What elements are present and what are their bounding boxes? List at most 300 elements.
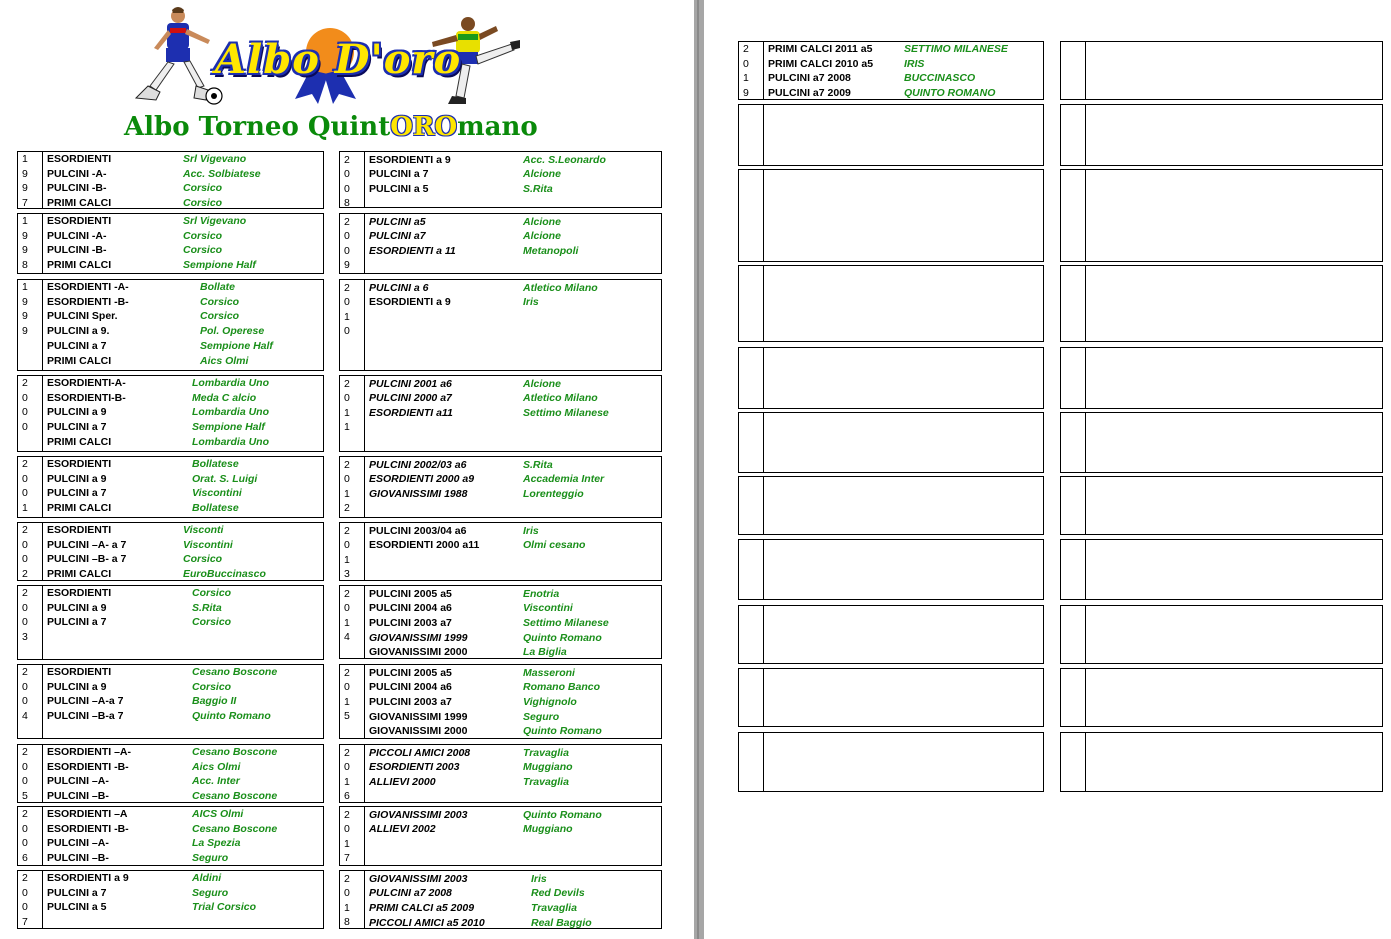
winner-team: Quinto Romano [523, 808, 602, 821]
year-column [1061, 606, 1086, 663]
category-label: PULCINI –B- [47, 790, 109, 803]
year-digit: 2 [344, 587, 350, 600]
year-digit: 1 [344, 901, 350, 914]
category-label: PULCINI 2003 a7 [369, 695, 452, 708]
category-label: PULCINI a 7 [47, 421, 107, 434]
year-digit: 0 [22, 695, 28, 707]
right-blank-box-11 [1060, 732, 1383, 792]
category-label: PULCINI a 7 [47, 616, 107, 629]
winner-team: Acc. S.Leonardo [523, 153, 606, 166]
year-column [1061, 170, 1086, 261]
year-digit: 0 [22, 553, 28, 565]
winner-team: Settimo Milanese [523, 406, 609, 419]
winner-team: Muggiano [523, 823, 573, 836]
winner-team: Atletico Milano [523, 392, 598, 405]
year-digit: 2 [22, 808, 28, 820]
year-digit: 5 [22, 789, 28, 802]
category-label: PULCINI 2002/03 a6 [369, 458, 467, 471]
category-label: ALLIEVI 2002 [369, 823, 436, 836]
winner-team: Bollatese [192, 502, 239, 515]
right-blank-box-2 [1060, 104, 1383, 166]
year-digit: 0 [344, 392, 350, 404]
year-digit: 9 [22, 167, 28, 180]
category-label: PULCINI a 7 [47, 339, 107, 352]
winner-team: Sempione Half [183, 259, 256, 272]
year-digit: 9 [22, 310, 28, 322]
year-digit: 2 [22, 872, 28, 884]
winner-team: S.Rita [523, 182, 553, 195]
winner-team: Orat. S. Luigi [192, 472, 258, 485]
middle-box-4 [339, 375, 662, 452]
left-box-3 [17, 279, 324, 371]
year-digit: 1 [344, 616, 350, 629]
right-blank-box-8 [1060, 539, 1383, 600]
category-label: PRIMI CALCI 2010 a5 [768, 57, 874, 70]
page-divider-line [697, 0, 699, 939]
year-digit: 0 [22, 616, 28, 628]
category-label: PULCINI a7 2008 [369, 887, 452, 900]
category-label: ESORDIENTI [47, 666, 112, 678]
year-digit: 2 [22, 458, 28, 470]
category-label: PULCINI a 9 [47, 472, 107, 485]
category-label: ESORDIENTI a 9 [369, 153, 451, 166]
category-label: ESORDIENTI [47, 215, 112, 227]
year-digit: 8 [344, 197, 350, 209]
right-blank-box-7 [1060, 476, 1383, 535]
winner-team: Olmi cesano [523, 539, 586, 552]
category-label: PULCINI a 5 [47, 901, 107, 914]
right-blank-box-1 [1060, 41, 1383, 100]
left-box-9 [17, 744, 324, 803]
right-empty-box-2 [738, 104, 1044, 166]
year-column [18, 214, 43, 273]
year-digit: 1 [344, 837, 350, 850]
winner-team: Lombardia Uno [192, 406, 270, 419]
year-digit: 9 [743, 86, 749, 99]
winner-team: Iris [523, 524, 539, 537]
right-empty-box-8 [738, 539, 1044, 600]
winner-team: Srl Vigevano [183, 153, 247, 165]
year-digit: 0 [344, 296, 350, 308]
year-digit: 2 [22, 567, 28, 580]
winner-team: Muggiano [523, 761, 573, 774]
year-digit: 0 [344, 602, 350, 614]
year-column [1061, 540, 1086, 599]
year-digit: 0 [22, 886, 28, 899]
year-digit: 0 [344, 244, 350, 257]
category-label: ESORDIENTI a 9 [369, 296, 451, 309]
year-digit: 2 [344, 746, 350, 759]
year-digit: 1 [344, 775, 350, 788]
year-digit: 0 [344, 168, 350, 180]
category-label: PULCINI a 7 [369, 168, 429, 181]
year-digit: 1 [743, 72, 749, 84]
left-box-6 [17, 522, 324, 581]
category-label: ESORDIENTI –A [47, 808, 128, 820]
year-digit: 0 [22, 601, 28, 614]
year-digit: 2 [344, 281, 350, 294]
title-prefix: Albo Torneo Quint [124, 112, 391, 142]
year-digit: 7 [22, 196, 28, 209]
winner-team: Seguro [192, 886, 229, 899]
winner-team: Corsico [200, 295, 240, 308]
middle-box-1 [339, 151, 662, 208]
winner-team: Pol. Operese [200, 325, 265, 338]
winner-team: Iris [531, 872, 547, 885]
winner-team: Corsico [183, 244, 223, 257]
category-label: PRIMI CALCI [47, 259, 112, 272]
year-digit: 7 [344, 852, 350, 864]
year-digit: 0 [22, 822, 28, 835]
winner-team: EuroBuccinasco [183, 568, 266, 581]
year-digit: 1 [344, 487, 350, 500]
winner-team: Cesano Boscone [192, 790, 278, 803]
year-column [1061, 669, 1086, 726]
winner-team: Quinto Romano [523, 725, 602, 738]
year-digit: 0 [22, 680, 28, 693]
right-empty-box-4 [738, 265, 1044, 342]
year-column [1061, 413, 1086, 472]
year-digit: 0 [22, 901, 28, 913]
winner-team: QUINTO ROMANO [904, 87, 996, 100]
category-label: PULCINI a 9 [47, 406, 107, 419]
year-digit: 2 [344, 377, 350, 390]
middle-box-2 [339, 213, 662, 274]
year-digit: 0 [22, 472, 28, 485]
right-box-1 [738, 41, 1044, 100]
right-blank-box-9 [1060, 605, 1383, 664]
year-column [739, 606, 764, 663]
year-digit: 4 [22, 709, 28, 722]
year-digit: 2 [344, 502, 350, 514]
year-digit: 0 [344, 473, 350, 485]
category-label: PULCINI 2005 a5 [369, 666, 452, 679]
category-label: PULCINI -B- [47, 244, 107, 257]
middle-box-10 [339, 806, 662, 866]
year-digit: 1 [22, 153, 28, 165]
category-label: ESORDIENTI -B- [47, 822, 129, 835]
category-label: PULCINI –A- a 7 [47, 538, 127, 551]
winner-team: La Biglia [523, 646, 567, 659]
year-digit: 8 [344, 916, 350, 928]
winner-team: Atletico Milano [523, 281, 598, 294]
winner-team: Romano Banco [523, 681, 601, 694]
year-column [1061, 266, 1086, 341]
category-label: ESORDIENTI -A- [47, 281, 129, 293]
category-label: PULCINI a 9 [47, 601, 107, 614]
category-label: PULCINI a7 2009 [768, 87, 851, 100]
year-digit: 0 [22, 391, 28, 404]
winner-team: Sempione Half [192, 421, 265, 434]
year-column [739, 266, 764, 341]
year-column [1061, 477, 1086, 534]
winner-team: Viscontini [183, 538, 233, 551]
winner-team: Seguro [523, 710, 560, 723]
year-digit: 2 [22, 666, 28, 678]
year-digit: 6 [344, 790, 350, 802]
winner-team: Seguro [192, 852, 229, 865]
winner-team: S.Rita [192, 601, 222, 614]
year-digit: 9 [22, 324, 28, 337]
year-column [739, 540, 764, 599]
year-column [1061, 42, 1086, 99]
year-column [739, 105, 764, 165]
year-column [340, 586, 365, 658]
winner-team: Visconti [183, 524, 224, 536]
category-label: GIOVANISSIMI 2000 [369, 725, 468, 738]
category-label: PULCINI 2005 a5 [369, 587, 452, 600]
category-label: ESORDIENTI -B- [47, 295, 129, 308]
year-column [340, 152, 365, 207]
category-label: ESORDIENTI -B- [47, 760, 129, 773]
year-digit: 6 [22, 851, 28, 864]
albo-doro-logo [120, 4, 520, 112]
year-column [739, 477, 764, 534]
winner-team: Metanopoli [523, 244, 579, 257]
year-digit: 0 [344, 182, 350, 195]
category-label: GIOVANISSIMI 2003 [369, 808, 468, 821]
year-digit: 1 [22, 281, 28, 293]
year-column [739, 733, 764, 791]
right-page [704, 0, 1391, 939]
category-label: ESORDIENTI 2000 a11 [369, 539, 480, 552]
year-digit: 9 [22, 182, 28, 194]
year-digit: 0 [22, 538, 28, 551]
year-digit: 2 [344, 215, 350, 228]
category-label: PULCINI a 9. [47, 325, 110, 338]
year-digit: 2 [743, 43, 749, 55]
year-column [18, 586, 43, 659]
right-blank-box-4 [1060, 265, 1383, 342]
category-label: ALLIEVI 2000 [369, 775, 436, 788]
right-empty-box-11 [738, 732, 1044, 792]
middle-box-8 [339, 664, 662, 739]
year-column [1061, 348, 1086, 408]
year-digit: 1 [344, 406, 350, 419]
year-digit: 1 [22, 501, 28, 514]
winner-team: Corsico [192, 587, 232, 599]
year-digit: 2 [344, 808, 350, 821]
winner-team: Vighignolo [523, 695, 577, 708]
year-column [18, 152, 43, 208]
left-box-8 [17, 664, 324, 739]
category-label: ESORDIENTI-B- [47, 391, 126, 404]
category-label: PULCINI a7 [369, 230, 426, 243]
category-label: PULCINI 2004 a6 [369, 681, 452, 694]
winner-team: Viscontini [192, 487, 242, 500]
category-label: PRIMI CALCI [47, 435, 112, 448]
year-digit: 0 [344, 761, 350, 773]
category-label: PULCINI a 9 [47, 680, 107, 693]
year-column [739, 170, 764, 261]
category-label: ESORDIENTI –A- [47, 746, 132, 758]
winner-team: Corsico [183, 182, 223, 195]
year-column [340, 214, 365, 273]
year-column [18, 665, 43, 738]
category-label: GIOVANISSIMI 2003 [369, 872, 468, 885]
winner-team: Aics Olmi [192, 760, 241, 773]
right-empty-box-6 [738, 412, 1044, 473]
winner-team: Baggio II [192, 695, 237, 708]
year-digit: 2 [344, 524, 350, 537]
category-label: PULCINI Sper. [47, 310, 118, 323]
category-label: PULCINI -A- [47, 229, 107, 242]
year-digit: 3 [344, 568, 350, 580]
year-column [18, 280, 43, 370]
category-label: PULCINI –A-a 7 [47, 695, 124, 708]
category-label: PULCINI 2003 a7 [369, 616, 452, 629]
year-column [739, 348, 764, 408]
category-label: ESORDIENTI a 9 [47, 872, 129, 884]
winner-team: Travaglia [523, 746, 569, 759]
right-blank-box-3 [1060, 169, 1383, 262]
year-digit: 3 [22, 630, 28, 643]
year-digit: 2 [344, 872, 350, 885]
winner-team: Lombardia Uno [192, 435, 270, 448]
category-label: PRIMI CALCI [47, 502, 112, 515]
year-digit: 1 [22, 215, 28, 227]
page-divider [694, 0, 704, 939]
category-label: ESORDIENTI [47, 587, 112, 599]
winner-team: Red Devils [531, 887, 585, 900]
winner-team: Corsico [183, 229, 223, 242]
right-empty-box-7 [738, 476, 1044, 535]
category-label: GIOVANISSIMI 1999 [369, 710, 468, 723]
category-label: PULCINI –A- [47, 837, 109, 850]
right-empty-box-10 [738, 668, 1044, 727]
year-digit: 0 [344, 539, 350, 551]
left-page [0, 0, 694, 939]
winner-team: Travaglia [531, 901, 577, 914]
year-column [18, 523, 43, 580]
winner-team: IRIS [904, 57, 925, 70]
winner-team: Srl Vigevano [183, 215, 247, 227]
year-digit: 1 [344, 310, 350, 323]
winner-team: Corsico [183, 553, 223, 566]
year-column [1061, 733, 1086, 791]
year-digit: 9 [22, 244, 28, 256]
year-column [739, 669, 764, 726]
winner-team: Acc. Inter [192, 775, 240, 788]
right-blank-box-6 [1060, 412, 1383, 473]
year-digit: 0 [22, 420, 28, 433]
category-label: PULCINI a 6 [369, 281, 429, 294]
winner-team: BUCCINASCO [904, 72, 976, 85]
winner-team: S.Rita [523, 458, 553, 471]
category-label: PULCINI -A- [47, 167, 107, 180]
winner-team: Sempione Half [200, 339, 273, 352]
year-digit: 0 [22, 406, 28, 418]
year-digit: 2 [22, 746, 28, 758]
right-blank-box-5 [1060, 347, 1383, 409]
title-suffix: mano [457, 112, 538, 142]
winner-team: AICS Olmi [192, 808, 244, 820]
category-label: ESORDIENTI [47, 153, 112, 165]
winner-team: La Spezia [192, 837, 241, 850]
winner-team: Accademia Inter [523, 473, 605, 486]
year-digit: 1 [344, 553, 350, 566]
category-label: PRIMI CALCI [47, 197, 112, 210]
left-box-11 [17, 870, 324, 929]
winner-team: Viscontini [523, 602, 573, 615]
logo-text: Albo D'oro [215, 36, 462, 83]
category-label: PULCINI a 7 [47, 487, 107, 500]
category-label: PULCINI -B- [47, 182, 107, 195]
winner-team: Meda C alcio [192, 391, 257, 404]
year-column [18, 745, 43, 802]
category-label: PULCINI 2003/04 a6 [369, 524, 467, 537]
year-digit: 9 [22, 295, 28, 308]
category-label: ESORDIENTI-A- [47, 377, 126, 389]
year-column [340, 457, 365, 517]
right-empty-box-9 [738, 605, 1044, 664]
winner-team: Enotria [523, 587, 560, 600]
winner-team: Quinto Romano [192, 710, 271, 723]
middle-box-6 [339, 522, 662, 581]
year-digit: 2 [344, 666, 350, 679]
year-column [739, 413, 764, 472]
year-digit: 0 [344, 681, 350, 693]
middle-box-9 [339, 744, 662, 803]
year-column [18, 807, 43, 865]
category-label: PULCINI a 5 [369, 182, 429, 195]
year-column [18, 871, 43, 928]
winner-team: Bollate [200, 281, 236, 293]
winner-team: SETTIMO MILANESE [904, 43, 1008, 55]
year-digit: 0 [22, 487, 28, 499]
category-label: PICCOLI AMICI 2008 [369, 746, 471, 759]
winner-team: Alcione [523, 168, 561, 181]
category-label: PRIMI CALCI [47, 354, 112, 367]
winner-team: Alcione [523, 377, 561, 390]
year-digit: 0 [344, 823, 350, 835]
middle-box-5 [339, 456, 662, 518]
category-label: ESORDIENTI [47, 524, 112, 536]
winner-team: Aldini [192, 872, 222, 884]
category-label: PULCINI –B- a 7 [47, 553, 127, 566]
middle-box-7 [339, 585, 662, 659]
winner-team: Aics Olmi [200, 354, 249, 367]
category-label: ESORDIENTI a 11 [369, 244, 456, 257]
category-label: GIOVANISSIMI 2000 [369, 646, 468, 659]
winner-team: Lombardia Uno [192, 377, 270, 389]
category-label: PRIMI CALCI [47, 568, 112, 581]
winner-team: Corsico [183, 197, 223, 210]
year-digit: 8 [22, 258, 28, 271]
category-label: PULCINI 2001 a6 [369, 377, 452, 390]
middle-box-3 [339, 279, 662, 371]
category-label: ESORDIENTI [47, 458, 112, 470]
year-column [340, 871, 365, 928]
winner-team: Iris [523, 296, 539, 309]
left-box-2 [17, 213, 324, 274]
year-digit: 0 [743, 57, 749, 70]
winner-team: Settimo Milanese [523, 616, 609, 629]
year-digit: 5 [344, 710, 350, 722]
category-label: PULCINI –A- [47, 775, 109, 788]
year-digit: 0 [344, 230, 350, 242]
winner-team: Alcione [523, 230, 561, 243]
middle-box-11 [339, 870, 662, 929]
winner-team: Acc. Solbiatese [183, 167, 261, 180]
category-label: PULCINI –B-a 7 [47, 710, 124, 723]
winner-team: Corsico [192, 616, 232, 629]
year-digit: 0 [344, 887, 350, 899]
year-column [340, 665, 365, 738]
left-box-7 [17, 585, 324, 660]
right-blank-box-10 [1060, 668, 1383, 727]
left-box-1 [17, 151, 324, 209]
